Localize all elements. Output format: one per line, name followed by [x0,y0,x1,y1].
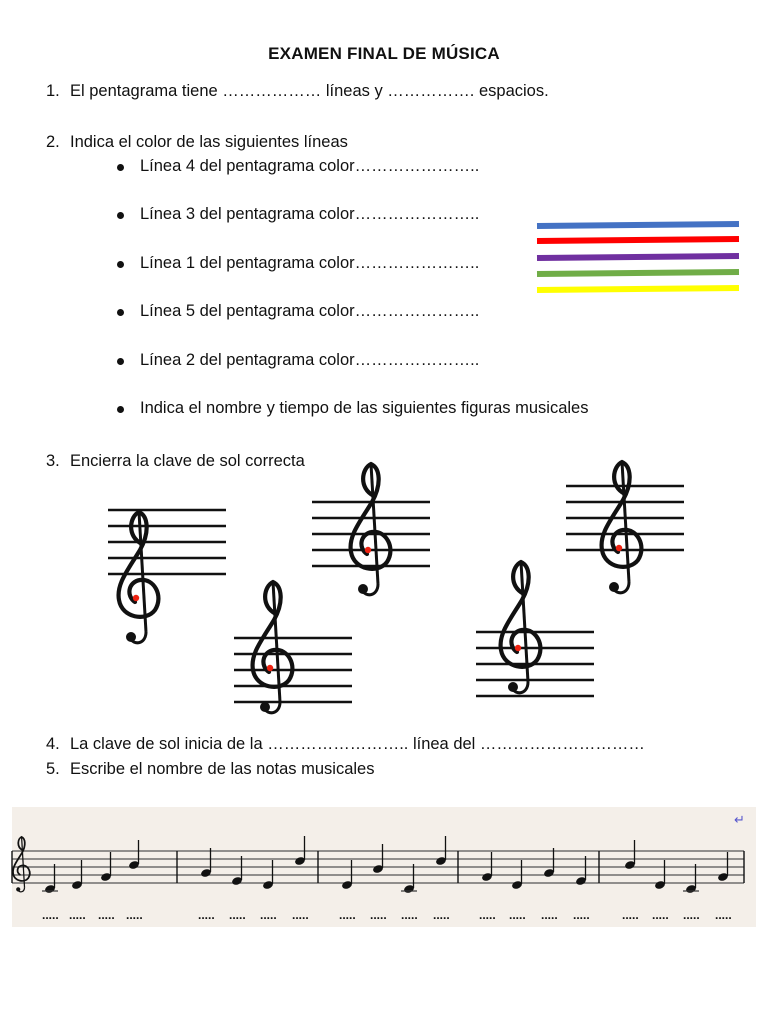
q2-item-line1: Línea 1 del pentagrama color………………….. [140,254,480,272]
answer-blank[interactable]: ..... [370,908,387,922]
q2-item-line3: Línea 3 del pentagrama color………………….. [140,205,480,223]
answer-blank[interactable]: ..... [652,908,669,922]
enter-icon: ↵ [734,813,745,828]
q3-text: Encierra la clave de sol correcta [70,452,305,470]
answer-blank[interactable]: ..... [479,908,496,922]
q1-number: 1. [46,82,60,100]
answer-blank[interactable]: ..... [573,908,590,922]
treble-clef-icon [602,462,642,593]
color-line [537,224,739,226]
answer-blank[interactable]: ..... [198,908,215,922]
red-dot-marker [365,547,371,553]
q1-text: El pentagrama tiene ……………… líneas y ……………. espacios. [70,82,549,100]
color-line [537,256,739,258]
red-dot-marker [267,665,273,671]
answer-blank[interactable]: ..... [126,908,143,922]
answer-blank[interactable]: ..... [292,908,309,922]
clef-option-2[interactable] [312,464,430,595]
exam-title: EXAMEN FINAL DE MÚSICA [268,44,500,63]
answer-blank[interactable]: ..... [541,908,558,922]
q4-number: 4. [46,735,60,753]
q2-item-line5: Línea 5 del pentagrama color………………….. [140,302,480,320]
color-line [537,272,739,274]
answer-blank[interactable]: ..... [260,908,277,922]
treble-clef-icon [351,464,391,595]
q3-number: 3. [46,452,60,470]
answer-blank[interactable]: ..... [339,908,356,922]
answer-blank[interactable]: ..... [229,908,246,922]
treble-clef-icon [119,512,159,643]
answer-blank[interactable]: ..... [98,908,115,922]
answer-blank[interactable]: ..... [433,908,450,922]
notes-staff [12,807,756,927]
clef-option-5[interactable] [476,562,594,696]
color-line [537,288,739,290]
treble-clef-icon [253,582,293,713]
answer-blank[interactable]: ..... [42,908,59,922]
red-dot-marker [133,595,139,601]
answer-blank[interactable]: ..... [69,908,86,922]
q5-text: Escribe el nombre de las notas musicales [70,760,375,778]
q5-number: 5. [46,760,60,778]
q2-item-line2: Línea 2 del pentagrama color………………….. [140,351,480,369]
staff-lines [108,510,226,574]
answer-blank[interactable]: ..... [622,908,639,922]
q2-text: Indica el color de las siguientes líneas [70,133,348,151]
red-dot-marker [616,545,622,551]
answer-blank[interactable]: ..... [401,908,418,922]
q2-item-line4: Línea 4 del pentagrama color………………….. [140,157,480,175]
q2-number: 2. [46,133,60,151]
answer-blank[interactable]: ..... [509,908,526,922]
clef-option-3[interactable] [566,462,684,593]
treble-clef-icon [501,562,541,693]
answer-blank[interactable]: ..... [715,908,732,922]
color-lines-legend [537,224,739,290]
red-dot-marker [515,645,521,651]
color-line [537,239,739,241]
answer-blank[interactable]: ..... [683,908,700,922]
clef-option-4[interactable] [234,582,352,713]
q4-text: La clave de sol inicia de la …………………….. línea del ………………………… [70,735,645,753]
q2-item-figures: Indica el nombre y tiempo de las siguientes figuras musicales [140,399,589,417]
clef-option-1[interactable] [108,510,226,643]
